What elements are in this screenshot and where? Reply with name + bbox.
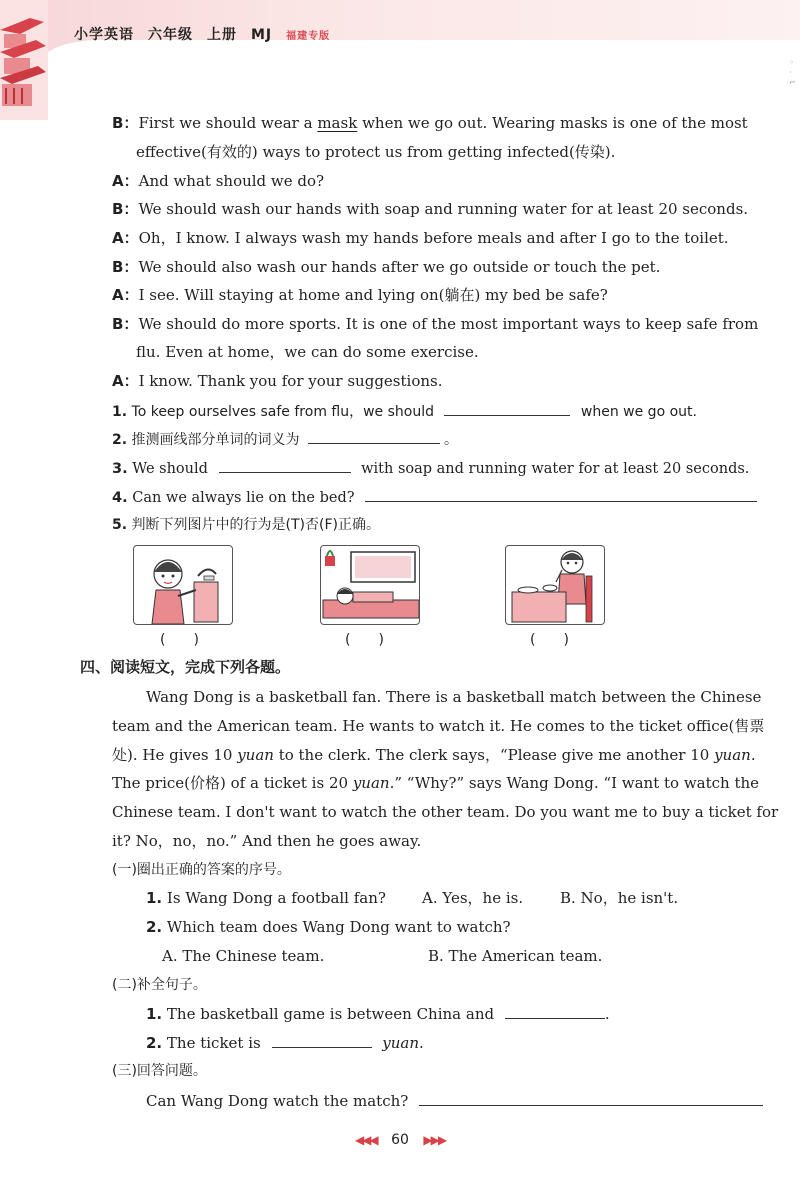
section-4-title: 四、阅读短文，完成下列各题。 — [80, 658, 291, 676]
question-number: 3. — [112, 461, 128, 477]
dialogue-line-1-cont: effective(有效的) ways to protect us from getting infected(传染). — [136, 143, 616, 161]
dialogue-text: We should wash our hands with soap and running water for at least 20 seconds. — [138, 200, 749, 218]
page-footer — [0, 1132, 800, 1156]
answer-blank[interactable] — [444, 400, 570, 416]
dialogue-line-3 — [112, 199, 748, 219]
question-text: Is Wang Dong a football fan? — [166, 889, 386, 907]
speaker-label: B： — [112, 114, 139, 132]
part-1-question-1 — [146, 888, 386, 908]
passage-text: The price(价格) of a ticket is 20 — [112, 774, 353, 792]
dialogue-line-7-cont: flu. Even at home，we can do some exercise. — [136, 343, 479, 361]
right-arrows-icon: ▶▶▶ — [423, 1133, 446, 1147]
dialogue-text: I see. Will staying at home and lying on(躺在) my bed be safe? — [138, 286, 608, 304]
dialogue-line-5 — [112, 257, 660, 277]
answer-blank[interactable] — [365, 486, 757, 502]
question-text: with soap and running water for at least 20 seconds. — [361, 461, 750, 477]
picture-boy-eating — [505, 545, 605, 625]
question-4 — [112, 486, 757, 508]
header-grade: 六年级 — [148, 27, 193, 43]
answer-blank[interactable] — [308, 428, 440, 444]
part-3-question — [146, 1090, 763, 1111]
page-number: 60 — [391, 1132, 409, 1148]
option-1a[interactable]: A. Yes，he is. — [422, 889, 524, 907]
answer-paren-1[interactable]: ( ) — [160, 632, 199, 648]
dialogue-line-6 — [112, 285, 608, 305]
yuan-word: yuan — [382, 1034, 420, 1052]
speaker-label: B： — [112, 258, 139, 276]
question-text: The ticket is — [166, 1034, 261, 1052]
dialogue-text: We should also wash our hands after we go outside or touch the pet. — [138, 258, 661, 276]
question-3 — [112, 457, 749, 479]
question-number: 5. — [112, 517, 128, 533]
option-1b[interactable]: B. No，he isn't. — [560, 889, 679, 907]
passage-text: to the clerk. The clerk says，“Please give me another 10 — [273, 746, 715, 764]
question-number: 2. — [146, 918, 163, 936]
underlined-word: mask — [317, 114, 358, 132]
question-text: 判断下列图片中的行为是(T)否(F)正确。 — [131, 517, 380, 533]
yuan-word: yuan — [352, 774, 390, 792]
header-volume: 上册 — [207, 27, 237, 43]
answer-paren-2[interactable]: ( ) — [345, 632, 384, 648]
passage-line-3 — [112, 745, 756, 765]
boy-lying-in-bed-icon — [321, 546, 420, 625]
dialogue-line-1 — [112, 113, 748, 133]
part-2-question-2 — [146, 1032, 424, 1053]
question-text: We should — [132, 461, 208, 477]
speaker-label: B： — [112, 315, 139, 333]
question-text: when we go out. — [580, 404, 697, 420]
dialogue-text: I know. Thank you for your suggestions. — [138, 372, 443, 390]
header-curve — [40, 40, 800, 70]
dialogue-line-2 — [112, 171, 324, 191]
dialogue-text: First we should wear a — [138, 114, 318, 132]
option-2b[interactable]: B. The American team. — [428, 947, 603, 965]
passage-text: .” “Why?” says Wang Dong. “I want to watch the — [389, 774, 760, 792]
question-text: 。 — [443, 432, 458, 448]
part-1-title: (一)圈出正确的答案的序号。 — [112, 862, 291, 878]
dialogue-text: And what should we do? — [138, 172, 325, 190]
speaker-label: A： — [112, 229, 139, 247]
yuan-word: yuan — [237, 746, 274, 764]
question-number: 1. — [146, 1005, 163, 1023]
passage-line-1: Wang Dong is a basketball fan. There is a basketball match between the Chinese — [146, 688, 762, 706]
question-5 — [112, 515, 380, 535]
dialogue-line-7 — [112, 314, 758, 334]
dialogue-line-4 — [112, 228, 729, 248]
passage-line-4 — [112, 773, 759, 793]
answer-blank[interactable] — [419, 1090, 763, 1106]
question-text: . — [604, 1005, 610, 1023]
answer-blank[interactable] — [505, 1003, 605, 1019]
speaker-label: A： — [112, 286, 139, 304]
question-number: 1. — [112, 404, 128, 420]
header-title — [74, 24, 330, 44]
page-header — [0, 0, 800, 60]
question-number: 4. — [112, 490, 128, 506]
part-1-question-2 — [146, 917, 511, 937]
passage-line-5: Chinese team. I don't want to watch the other team. Do you want me to buy a ticket for — [112, 803, 779, 821]
option-2a[interactable]: A. The Chinese team. — [162, 947, 325, 965]
speaker-label: B： — [112, 200, 139, 218]
picture-girl-washing-hands — [133, 545, 233, 625]
header-subject: 小学英语 — [74, 27, 134, 43]
yuan-word: yuan — [714, 746, 751, 764]
dialogue-text: when we go out. Wearing masks is one of the most — [357, 114, 748, 132]
boy-eating-icon — [506, 546, 605, 625]
header-edition: 福建专版 — [286, 31, 331, 42]
answer-blank[interactable] — [272, 1032, 372, 1048]
part-2-title: (二)补全句子。 — [112, 977, 207, 993]
part-3-title: (三)回答问题。 — [112, 1063, 207, 1079]
question-1 — [112, 400, 697, 422]
dialogue-text: We should do more sports. It is one of the most important ways to keep safe from — [138, 315, 759, 333]
side-mark: ◦ · ⌐ — [789, 58, 796, 87]
answer-paren-3[interactable]: ( ) — [530, 632, 569, 648]
question-text: Which team does Wang Dong want to watch? — [166, 918, 511, 936]
passage-line-2: team and the American team. He wants to watch it. He comes to the ticket office(售票 — [112, 717, 765, 735]
dialogue-text: Oh，I know. I always wash my hands before meals and after I go to the toilet. — [138, 229, 729, 247]
question-text: Can Wang Dong watch the match? — [146, 1092, 409, 1110]
question-number: 1. — [146, 889, 163, 907]
picture-boy-lying-in-bed — [320, 545, 420, 625]
speaker-label: A： — [112, 372, 139, 390]
pagoda-icon — [0, 0, 48, 120]
part-2-question-1 — [146, 1003, 610, 1024]
question-2 — [112, 428, 458, 450]
question-text: The basketball game is between China and — [166, 1005, 495, 1023]
header-publisher: MJ — [251, 27, 273, 43]
question-text: 推测画线部分单词的词义为 — [131, 432, 300, 448]
answer-blank[interactable] — [219, 457, 351, 473]
question-text: . — [419, 1034, 424, 1052]
passage-text: . — [750, 746, 756, 764]
question-number: 2. — [146, 1034, 163, 1052]
speaker-label: A： — [112, 172, 139, 190]
left-arrows-icon: ◀◀◀ — [354, 1133, 377, 1147]
question-text: To keep ourselves safe from flu，we should — [131, 404, 434, 420]
question-text: Can we always lie on the bed? — [132, 490, 355, 506]
dialogue-line-8 — [112, 371, 442, 391]
passage-line-6: it? No，no，no.” And then he goes away. — [112, 832, 422, 850]
passage-text: 处). He gives 10 — [112, 746, 238, 764]
question-number: 2. — [112, 432, 128, 448]
girl-washing-hands-icon — [134, 546, 233, 625]
